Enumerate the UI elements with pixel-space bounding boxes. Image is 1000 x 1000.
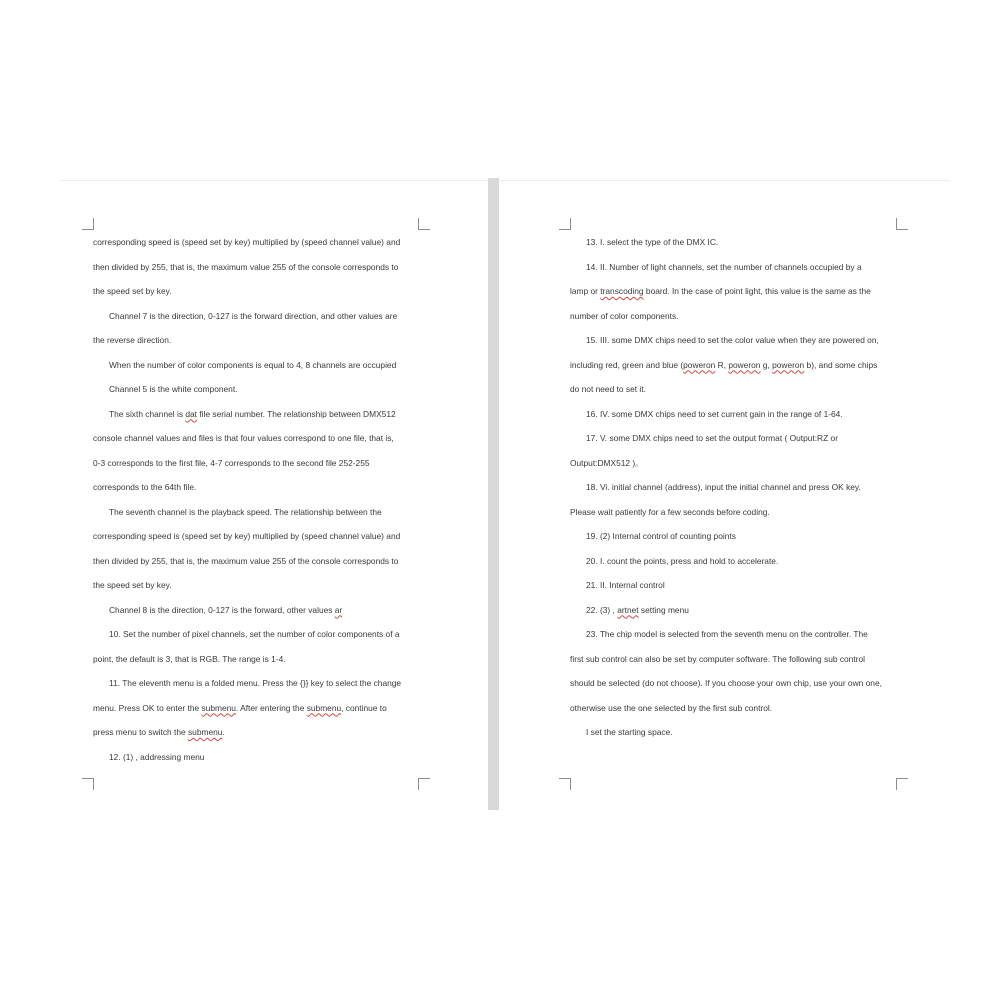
- crop-mark-bottom-left: [559, 778, 571, 790]
- document-page-right: [499, 180, 950, 811]
- text-run: . After entering the: [235, 702, 307, 713]
- text-line: [586, 726, 673, 738]
- text-line: [93, 702, 387, 714]
- text-line: [586, 481, 861, 493]
- text-line: [586, 579, 665, 591]
- text-run: 13. I. select the type of the DMX IC.: [586, 237, 719, 247]
- text-run: 10. Set the number of pixel channels, set the number of color components of a: [109, 629, 400, 639]
- spellcheck-word: poweron: [772, 359, 805, 370]
- text-run: 14. II. Number of light channels, set the number of channels occupied by a: [586, 261, 862, 272]
- text-line: [570, 310, 678, 322]
- crop-mark-top-left: [82, 218, 94, 230]
- text-line: [109, 677, 401, 689]
- text-run: corresponds to the 64th file.: [93, 482, 197, 492]
- text-run: console channel values and files is that four values correspond to one file, that is,: [93, 433, 394, 443]
- text-line: [570, 653, 865, 665]
- text-line: [93, 285, 172, 297]
- text-run: .: [222, 727, 225, 737]
- spellcheck-word: poweron: [683, 359, 716, 370]
- spellcheck-word: submenu: [306, 702, 342, 713]
- text-run: first sub control can also be set by computer software. The following sub control: [570, 653, 865, 664]
- crop-mark-bottom-left: [82, 778, 94, 790]
- text-line: [93, 261, 398, 273]
- text-line: [93, 236, 400, 248]
- text-line: [93, 530, 400, 542]
- text-line: [586, 334, 879, 346]
- text-line: [93, 726, 225, 738]
- text-line: [93, 555, 398, 567]
- crop-mark-top-right: [418, 218, 430, 230]
- text-run: 15. III. some DMX chips need to set the color value when they are powered on,: [586, 335, 879, 345]
- text-run: 19. (2) Internal control of counting points: [586, 531, 736, 541]
- text-run: 12. (1) , addressing menu: [109, 751, 205, 762]
- text-run: g,: [760, 359, 773, 370]
- text-line: [586, 604, 689, 616]
- text-line: [570, 677, 882, 689]
- text-run: Channel 5 is the white component.: [109, 384, 238, 394]
- text-line: [109, 628, 400, 640]
- text-run: The sixth channel is: [109, 408, 186, 419]
- text-run: menu. Press OK to enter the: [93, 702, 202, 713]
- text-line: [93, 334, 171, 346]
- text-run: point, the default is 3, that is RGB. The range is 1-4.: [93, 653, 286, 664]
- page-gutter: [488, 178, 499, 810]
- text-line: [109, 310, 397, 322]
- text-line: [93, 432, 394, 444]
- crop-mark-bottom-right: [896, 778, 908, 790]
- text-run: file serial number. The relationship between DMX512: [197, 408, 396, 419]
- text-line: [109, 751, 204, 763]
- text-line: [586, 261, 862, 273]
- text-run: When the number of color components is equal to 4, 8 channels are occupied: [109, 359, 397, 370]
- text-line: [93, 481, 196, 493]
- spellcheck-word: ar: [334, 604, 343, 615]
- text-run: including red, green and blue (: [570, 359, 684, 370]
- text-run: 21. II. Internal control: [586, 580, 665, 590]
- text-line: [109, 408, 396, 420]
- spellcheck-word: submenu: [201, 702, 236, 713]
- text-run: 20. I. count the points, press and hold to accelerate.: [586, 555, 779, 566]
- text-run: corresponding speed is (speed set by key) multiplied by (speed channel value) and: [93, 531, 401, 541]
- text-line: [570, 285, 871, 297]
- text-run: Please wait patiently for a few seconds before coding.: [570, 506, 770, 517]
- crop-mark-top-right: [896, 218, 908, 230]
- text-line: [586, 432, 838, 444]
- text-line: [570, 702, 772, 714]
- text-line: [586, 628, 868, 640]
- text-run: then divided by 255, that is, the maximum value 255 of the console corresponds to: [93, 261, 399, 272]
- text-run: 23. The chip model is selected from the seventh menu on the controller. The: [586, 629, 868, 639]
- text-line: [109, 506, 382, 518]
- text-line: [93, 579, 172, 591]
- crop-mark-bottom-right: [418, 778, 430, 790]
- text-run: the speed set by key.: [93, 286, 172, 296]
- text-run: the reverse direction.: [93, 335, 172, 345]
- text-run: do not need to set it.: [570, 384, 646, 394]
- text-line: [93, 457, 370, 469]
- text-run: should be selected (do not choose). If you choose your own chip, use your own one,: [570, 678, 882, 688]
- text-line: [570, 457, 644, 469]
- text-line: [109, 604, 342, 616]
- text-run: I set the starting space.: [586, 727, 673, 737]
- text-run: 18. Vi. initial channel (address), input the initial channel and press OK key.: [586, 482, 861, 492]
- text-run: number of color components.: [570, 310, 679, 321]
- text-line: [109, 383, 238, 395]
- text-line: [586, 236, 718, 248]
- text-run: 16. IV. some DMX chips need to set current gain in the range of 1-64.: [586, 408, 843, 419]
- text-run: 11. The eleventh menu is a folded menu. Press the {}} key to select the change: [109, 678, 402, 688]
- text-run: corresponding speed is (speed set by key) multiplied by (speed channel value) and: [93, 237, 401, 247]
- text-line: [570, 383, 646, 395]
- text-run: lamp or: [570, 286, 601, 296]
- text-run: Channel 8 is the direction, 0-127 is the forward, other values: [109, 604, 335, 615]
- document-page-left: [60, 180, 488, 811]
- text-run: The seventh channel is the playback speed. The relationship between the: [109, 506, 382, 517]
- spellcheck-word: submenu: [187, 727, 223, 737]
- text-line: [570, 506, 770, 518]
- text-line: [93, 653, 286, 665]
- spellcheck-word: dat: [185, 408, 198, 419]
- text-run: otherwise use the one selected by the first sub control.: [570, 702, 773, 713]
- text-run: b), and some chips: [804, 359, 878, 370]
- text-run: the speed set by key.: [93, 580, 172, 590]
- text-line: [586, 530, 736, 542]
- text-run: setting menu: [638, 604, 689, 615]
- spellcheck-word: artnet: [617, 604, 639, 615]
- text-line: [586, 555, 778, 567]
- text-run: then divided by 255, that is, the maximum value 255 of the console corresponds to: [93, 555, 399, 566]
- text-run: 0-3 corresponds to the first file, 4-7 corresponds to the second file 252-255: [93, 457, 370, 468]
- text-run: 22. (3) ,: [586, 604, 618, 615]
- text-run: board. In the case of point light, this value is the same as the: [643, 286, 871, 296]
- spellcheck-word: transcoding: [600, 286, 644, 296]
- spellcheck-word: poweron: [728, 359, 761, 370]
- text-run: , continue to: [341, 702, 387, 713]
- text-line: [109, 359, 396, 371]
- text-run: 17. V. some DMX chips need to set the output format ( Output:RZ or: [586, 433, 838, 443]
- crop-mark-top-left: [559, 218, 571, 230]
- text-run: press menu to switch the: [93, 727, 188, 737]
- text-run: Output:DMX512 )。: [570, 457, 644, 468]
- text-run: R,: [715, 359, 729, 370]
- text-line: [570, 359, 877, 371]
- text-line: [586, 408, 843, 420]
- text-run: Channel 7 is the direction, 0-127 is the forward direction, and other values are: [109, 310, 398, 321]
